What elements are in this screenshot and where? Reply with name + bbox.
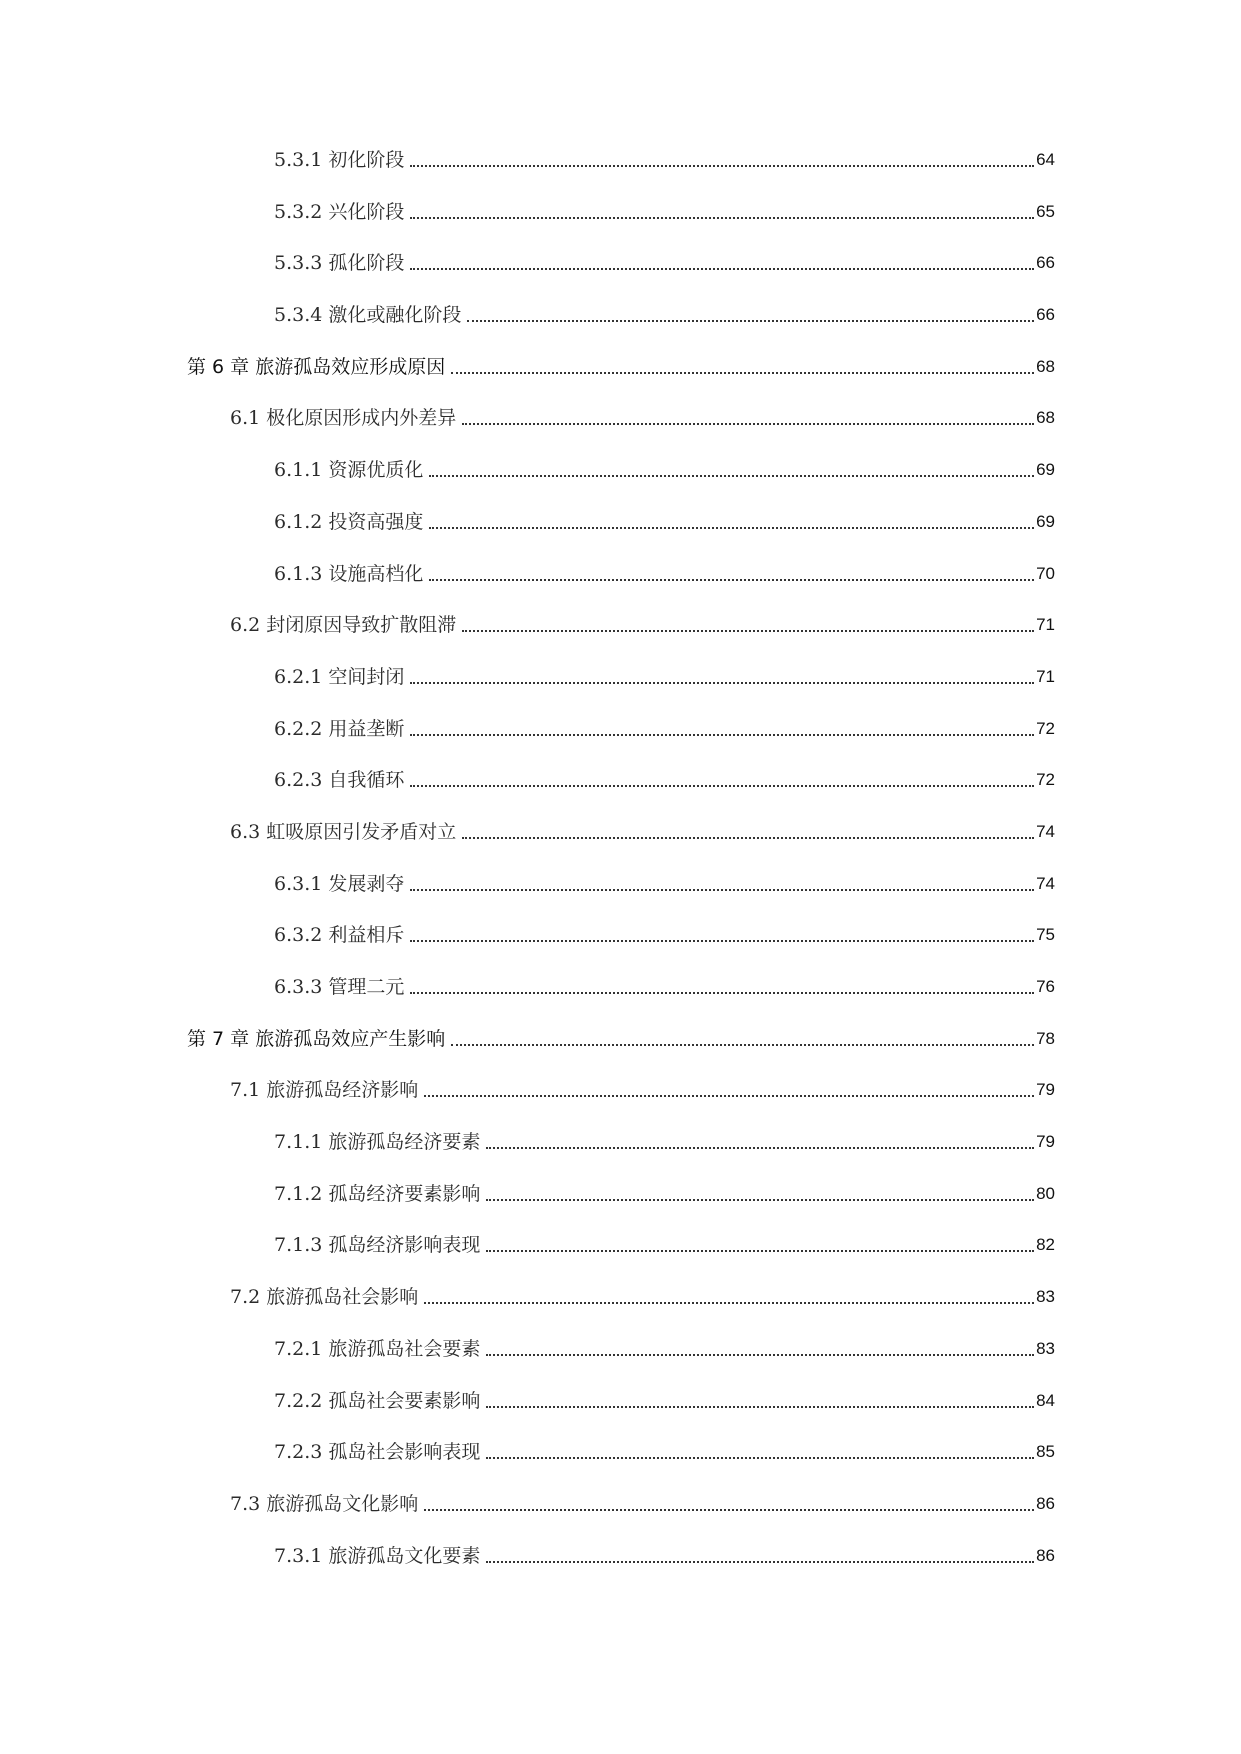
toc-entry-title: 6.3.2 利益相斥 bbox=[274, 924, 405, 947]
toc-entry-page-number: 75 bbox=[1036, 925, 1055, 945]
toc-entry-page-number: 68 bbox=[1036, 408, 1055, 428]
dot-leader bbox=[410, 268, 1034, 270]
toc-entry-title: 第 6 章 旅游孤岛效应形成原因 bbox=[187, 355, 446, 378]
dot-leader bbox=[486, 1354, 1034, 1356]
toc-entry-title: 6.3 虹吸原因引发矛盾对立 bbox=[230, 820, 457, 843]
toc-subsection-entry[interactable] bbox=[0, 534, 1241, 586]
toc-subsection-entry[interactable] bbox=[0, 637, 1241, 689]
dot-leader bbox=[424, 1509, 1034, 1511]
toc-entry-title: 7.1.2 孤岛经济要素影响 bbox=[274, 1182, 481, 1205]
toc-subsection-entry[interactable] bbox=[0, 482, 1241, 534]
dot-leader bbox=[462, 837, 1034, 839]
toc-entry-title: 7.1 旅游孤岛经济影响 bbox=[230, 1079, 419, 1102]
dot-leader bbox=[410, 682, 1034, 684]
toc-entry-page-number: 80 bbox=[1036, 1183, 1055, 1203]
toc-section-entry[interactable] bbox=[0, 1051, 1241, 1103]
dot-leader bbox=[410, 889, 1034, 891]
toc-subsection-entry[interactable] bbox=[0, 1516, 1241, 1568]
toc-entry-title: 第 7 章 旅游孤岛效应产生影响 bbox=[187, 1027, 446, 1050]
toc-subsection-entry[interactable] bbox=[0, 741, 1241, 793]
toc-entry-page-number: 79 bbox=[1036, 1080, 1055, 1100]
toc-entry-page-number: 69 bbox=[1036, 511, 1055, 531]
toc-chapter-entry[interactable] bbox=[0, 999, 1241, 1051]
toc-entry-title: 6.1.1 资源优质化 bbox=[274, 459, 424, 482]
toc-subsection-entry[interactable] bbox=[0, 1361, 1241, 1413]
toc-entry-page-number: 86 bbox=[1036, 1493, 1055, 1513]
toc-entry-title: 6.3.1 发展剥夺 bbox=[274, 872, 405, 895]
toc-entry-title: 6.2.1 空间封闭 bbox=[274, 665, 405, 688]
dot-leader bbox=[486, 1199, 1034, 1201]
toc-section-entry[interactable] bbox=[0, 379, 1241, 431]
toc-entry-page-number: 70 bbox=[1036, 563, 1055, 583]
toc-entry-title: 7.2.1 旅游孤岛社会要素 bbox=[274, 1337, 481, 1360]
toc-entry-title: 6.2 封闭原因导致扩散阻滞 bbox=[230, 614, 457, 637]
toc-entry-title: 5.3.2 兴化阶段 bbox=[274, 200, 405, 223]
toc-subsection-entry[interactable] bbox=[0, 947, 1241, 999]
toc-subsection-entry[interactable] bbox=[0, 1309, 1241, 1361]
table-of-contents bbox=[0, 148, 1241, 1568]
dot-leader bbox=[462, 423, 1034, 425]
toc-subsection-entry[interactable] bbox=[0, 896, 1241, 948]
toc-entry-title: 5.3.1 初化阶段 bbox=[274, 149, 405, 171]
toc-section-entry[interactable] bbox=[0, 792, 1241, 844]
toc-subsection-entry[interactable] bbox=[0, 430, 1241, 482]
toc-subsection-entry[interactable] bbox=[0, 1102, 1241, 1154]
dot-leader bbox=[486, 1457, 1034, 1459]
dot-leader bbox=[467, 320, 1034, 322]
dot-leader bbox=[410, 165, 1034, 167]
toc-entry-title: 6.1 极化原因形成内外差异 bbox=[230, 407, 457, 430]
dot-leader bbox=[410, 992, 1034, 994]
dot-leader bbox=[486, 1406, 1034, 1408]
toc-section-entry[interactable] bbox=[0, 586, 1241, 638]
toc-section-entry[interactable] bbox=[0, 1464, 1241, 1516]
toc-entry-page-number: 69 bbox=[1036, 460, 1055, 480]
toc-entry-page-number: 74 bbox=[1036, 873, 1055, 893]
toc-entry-page-number: 72 bbox=[1036, 718, 1055, 738]
dot-leader bbox=[410, 785, 1034, 787]
toc-entry-page-number: 83 bbox=[1036, 1287, 1055, 1307]
toc-entry-title: 6.3.3 管理二元 bbox=[274, 976, 405, 998]
toc-entry-page-number: 66 bbox=[1036, 305, 1055, 325]
toc-entry-title: 6.2.2 用益垄断 bbox=[274, 717, 405, 740]
dot-leader bbox=[462, 630, 1034, 632]
toc-entry-title: 6.2.3 自我循环 bbox=[274, 769, 405, 792]
dot-leader bbox=[424, 1302, 1034, 1304]
toc-entry-page-number: 72 bbox=[1036, 770, 1055, 790]
toc-subsection-entry[interactable] bbox=[0, 172, 1241, 224]
toc-entry-page-number: 78 bbox=[1036, 1028, 1055, 1048]
toc-entry-title: 7.2 旅游孤岛社会影响 bbox=[230, 1286, 419, 1309]
toc-entry-page-number: 68 bbox=[1036, 356, 1055, 376]
dot-leader bbox=[451, 372, 1034, 374]
dot-leader bbox=[429, 527, 1034, 529]
dot-leader bbox=[486, 1147, 1034, 1149]
dot-leader bbox=[486, 1561, 1034, 1563]
toc-entry-page-number: 79 bbox=[1036, 1132, 1055, 1152]
toc-subsection-entry[interactable] bbox=[0, 1413, 1241, 1465]
toc-entry-page-number: 86 bbox=[1036, 1545, 1055, 1565]
toc-entry-title: 5.3.3 孤化阶段 bbox=[274, 252, 405, 275]
toc-entry-title: 6.1.2 投资高强度 bbox=[274, 510, 424, 533]
toc-section-entry[interactable] bbox=[0, 1257, 1241, 1309]
toc-subsection-entry[interactable] bbox=[0, 1206, 1241, 1258]
toc-entry-page-number: 71 bbox=[1036, 666, 1055, 686]
toc-chapter-entry[interactable] bbox=[0, 327, 1241, 379]
toc-entry-page-number: 64 bbox=[1036, 150, 1055, 169]
toc-entry-title: 7.2.2 孤岛社会要素影响 bbox=[274, 1389, 481, 1412]
dot-leader bbox=[429, 579, 1034, 581]
toc-entry-title: 5.3.4 激化或融化阶段 bbox=[274, 304, 462, 327]
toc-subsection-entry[interactable] bbox=[0, 1154, 1241, 1206]
toc-entry-page-number: 84 bbox=[1036, 1390, 1055, 1410]
toc-entry-title: 7.3 旅游孤岛文化影响 bbox=[230, 1492, 419, 1515]
toc-entry-page-number: 76 bbox=[1036, 977, 1055, 996]
toc-entry-page-number: 74 bbox=[1036, 821, 1055, 841]
toc-entry-title: 7.1.1 旅游孤岛经济要素 bbox=[274, 1131, 481, 1154]
toc-entry-page-number: 83 bbox=[1036, 1338, 1055, 1358]
toc-subsection-entry[interactable] bbox=[0, 689, 1241, 741]
toc-subsection-entry[interactable] bbox=[0, 275, 1241, 327]
dot-leader bbox=[451, 1044, 1034, 1046]
toc-entry-title: 7.3.1 旅游孤岛文化要素 bbox=[274, 1544, 481, 1567]
toc-entry-page-number: 65 bbox=[1036, 201, 1055, 221]
dot-leader bbox=[410, 217, 1034, 219]
toc-entry-page-number: 82 bbox=[1036, 1235, 1055, 1255]
dot-leader bbox=[410, 734, 1034, 736]
toc-subsection-entry[interactable] bbox=[0, 224, 1241, 276]
toc-subsection-entry[interactable] bbox=[0, 844, 1241, 896]
dot-leader bbox=[429, 475, 1034, 477]
dot-leader bbox=[486, 1250, 1034, 1252]
toc-entry-page-number: 85 bbox=[1036, 1442, 1055, 1462]
toc-entry-page-number: 71 bbox=[1036, 615, 1055, 635]
dot-leader bbox=[410, 940, 1034, 942]
toc-entry-title: 7.1.3 孤岛经济影响表现 bbox=[274, 1234, 481, 1257]
dot-leader bbox=[424, 1095, 1034, 1097]
toc-subsection-entry[interactable] bbox=[0, 148, 1241, 172]
toc-entry-title: 6.1.3 设施高档化 bbox=[274, 562, 424, 585]
toc-entry-page-number: 66 bbox=[1036, 253, 1055, 273]
toc-entry-title: 7.2.3 孤岛社会影响表现 bbox=[274, 1441, 481, 1464]
